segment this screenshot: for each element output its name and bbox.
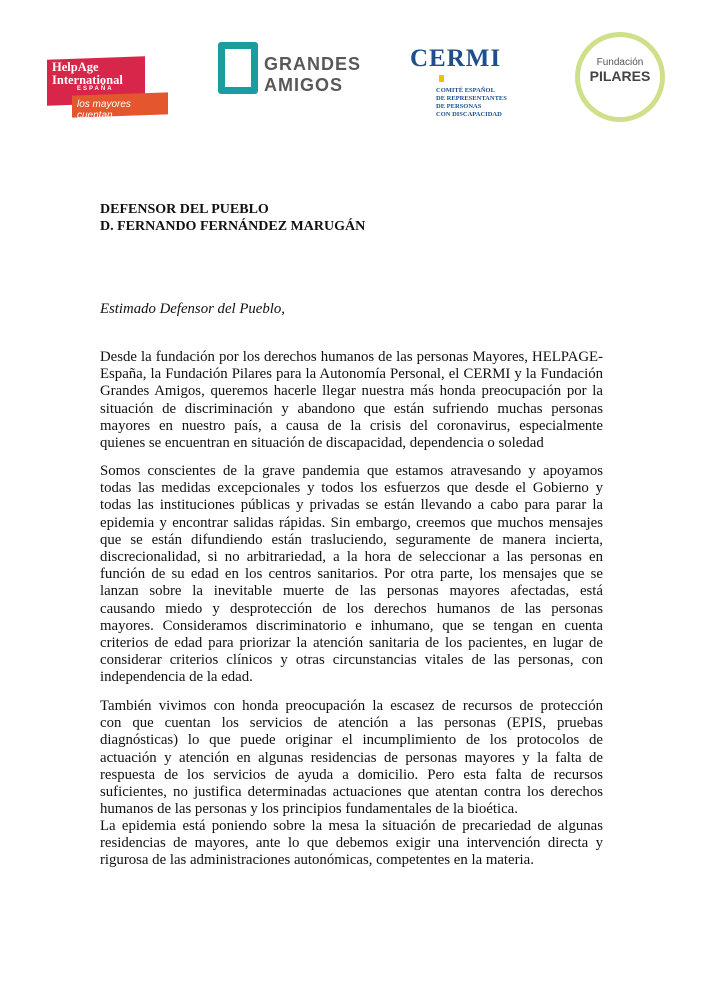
helpage-logo: HelpAge International los mayores cuentan ESPAÑA	[47, 58, 167, 116]
text-line: Desde la fundación por los derechos humanos de las personas Mayores, HELPAGE-	[100, 349, 603, 365]
text-line: actuación y atención en algunas residencias de personas mayores y la falta de	[100, 749, 603, 766]
text-line: epidemia y encontrar salidas rápidas. Sin embargo, creemos que muchos mensajes	[100, 514, 603, 531]
text-line: suficientes, no justifica determinadas actuaciones que atentan contra los derechos	[100, 783, 603, 800]
recipient-title: DEFENSOR DEL PUEBLO	[100, 202, 269, 217]
text-line: independencia de la edad.	[100, 669, 253, 686]
text-line: Grandes Amigos, queremos hacerle llegar nuestra más honda preocupación por la	[100, 383, 603, 400]
text-line: situación de discriminación y abandono que están sufriendo muchas personas	[100, 400, 603, 417]
text-line: mayores. Consideramos discriminatorio e inhumano, que se tengan en cuenta	[100, 617, 603, 634]
text-line: respuesta de los servicios de ayuda a domicilio. Pero esta falta de recursos	[100, 766, 603, 783]
cermi-logo: CERMI COMITÉ ESPAÑOL DE REPRESENTANTES DE PERSONAS CON DISCAPACIDAD	[410, 45, 507, 118]
paragraph-4	[100, 818, 603, 870]
text-line: España, la Fundación Pilares para la Autonomía Personal, el CERMI y la Fundación	[100, 366, 603, 383]
text-line: mayores en nuestro país, a causa de la crisis del coronavirus, especialmente	[100, 417, 603, 434]
text-line: rigurosa de las administraciones autonómicas, competentes en la materia.	[100, 852, 534, 869]
text-line: que se están difundiendo están trasluciendo, seguramente de manera incierta,	[100, 531, 603, 548]
recipient-name: D. FERNANDO FERNÁNDEZ MARUGÁN	[100, 219, 366, 234]
text-line: También vivimos con honda preocupación la escasez de recursos de protección	[100, 698, 603, 714]
text-line: La epidemia está poniendo sobre la mesa la situación de precariedad de algunas	[100, 818, 603, 834]
text-line: función de su edad en los centros sanitarios. Por otra parte, los mensajes que se	[100, 566, 603, 583]
text-line: diagnósticas) lo que puede originar el incumplimiento de los protocolos de	[100, 732, 603, 749]
paragraph-1	[100, 349, 603, 452]
text-line: Somos conscientes de la grave pandemia que estamos atravesando y apoyamos	[100, 463, 603, 479]
text-line: discrecionalidad, si no arbitrariedad, a la hora de seleccionar a las personas en	[100, 548, 603, 565]
text-line: residencias de mayores, ante lo que debemos exigir una intervención directa y	[100, 835, 603, 852]
text-line: criterios de edad para priorizar la atención sanitaria de los pacientes, en lugar de	[100, 634, 603, 651]
text-line: causando miedo y desprotección de los derechos humanos de las personas	[100, 600, 603, 617]
paragraph-3	[100, 698, 603, 818]
text-line: todas las instituciones públicas y privadas se están llevando a cabo para parar la	[100, 497, 603, 514]
text-line: todas las medidas excepcionales y todos los esfuerzos que desde el Gobierno y	[100, 480, 603, 497]
text-line: quienes se encuentran en situación de discapacidad, dependencia o soledad	[100, 434, 544, 451]
text-line: considerar criterios clínicos y otras circunstancias vitales de las personas, con	[100, 652, 603, 669]
paragraph-2	[100, 463, 603, 686]
text-line: con que cuentan los servicios de atención a las personas (EPIS, pruebas	[100, 715, 603, 732]
grandes-amigos-logo: GRANDES AMIGOS	[218, 40, 358, 100]
fundacion-pilares-logo: Fundación PILARES	[575, 32, 665, 122]
text-line: lanzan sobre la inevitable muerte de las personas mayores afectadas, está	[100, 583, 603, 600]
speech-bubble-icon	[218, 42, 258, 94]
text-line: humanos de las personas y los principios fundamentales de la bioética.	[100, 801, 518, 818]
salutation: Estimado Defensor del Pueblo,	[100, 301, 285, 317]
